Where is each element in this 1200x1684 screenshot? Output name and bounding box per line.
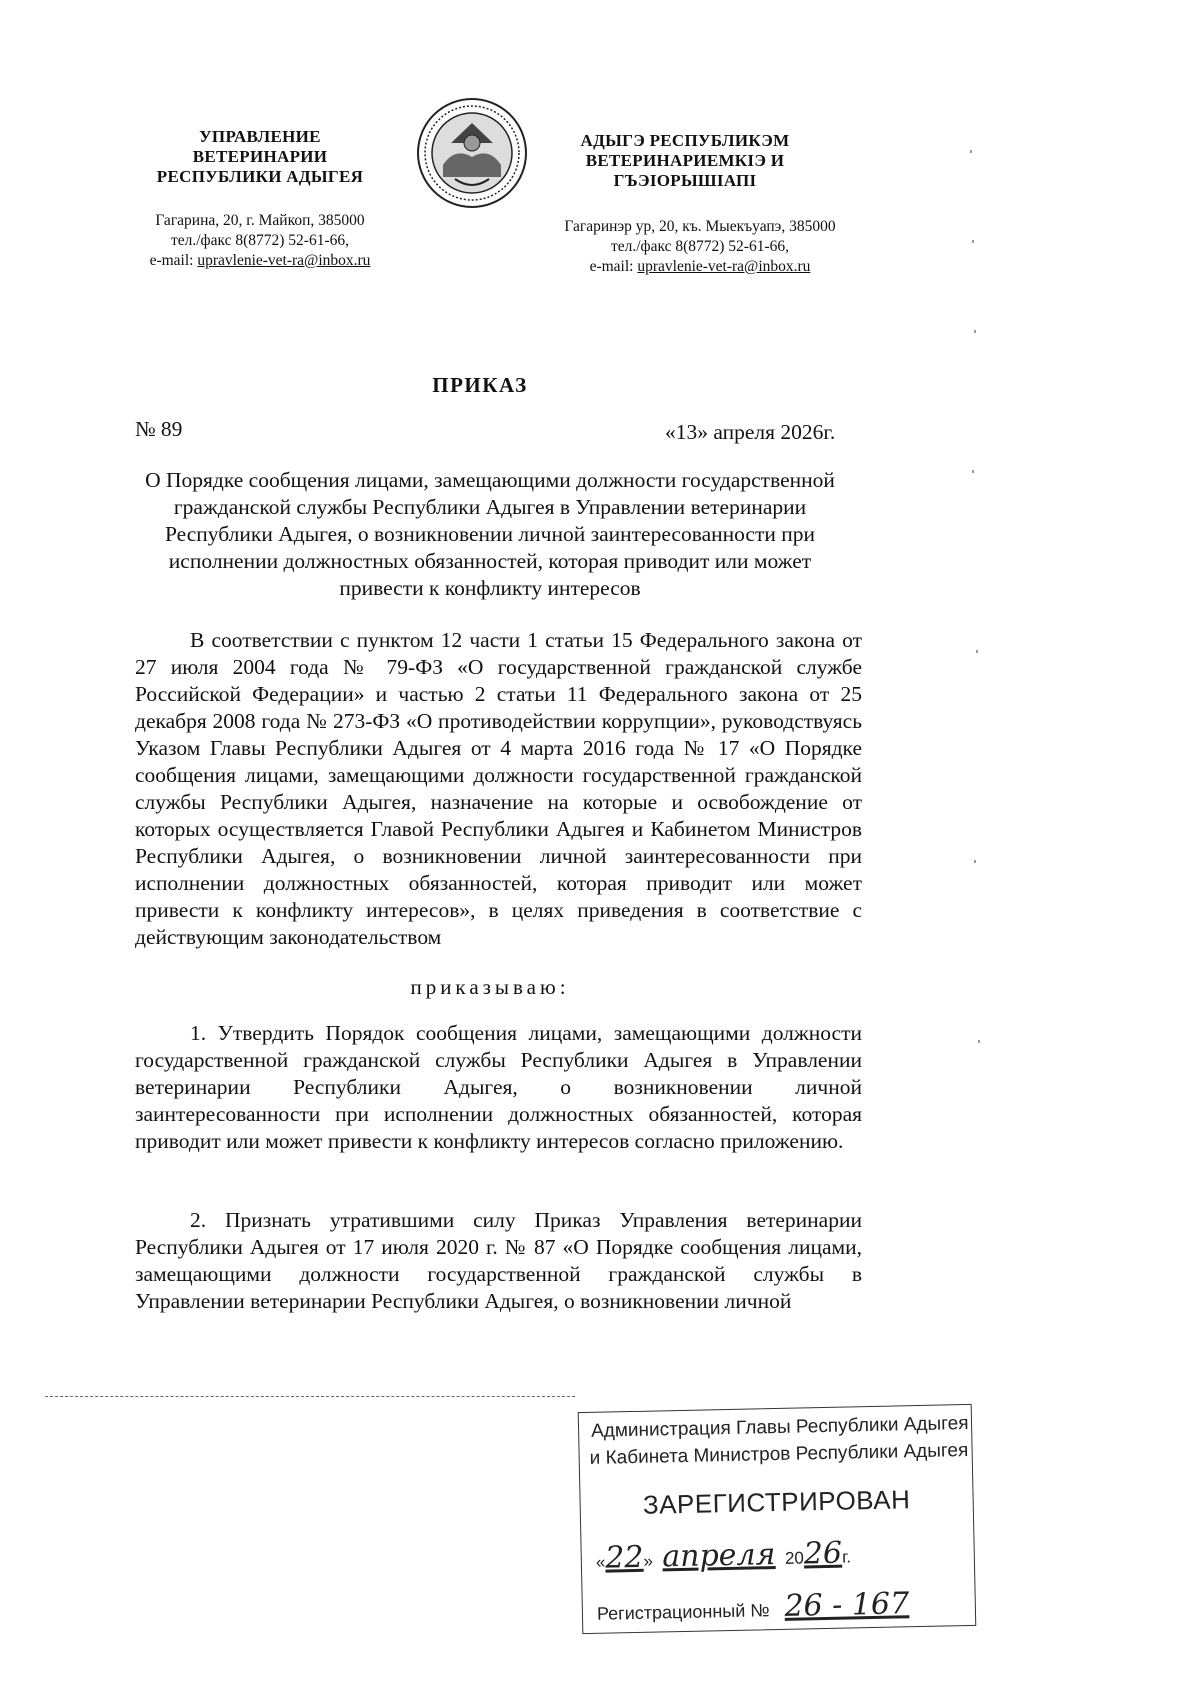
order-subject xyxy=(120,467,860,602)
email-ady-row xyxy=(550,257,850,277)
org-name-ru-line1: УПРАВЛЕНИЕ xyxy=(199,127,321,146)
coat-of-arms-emblem xyxy=(415,95,529,211)
address-ady: Гагаринэр ур, 20, къ. Мыекъуапэ, 385000 xyxy=(564,218,836,235)
email-label: e-mail: xyxy=(589,258,638,275)
org-name-ady-line3: ГЪЭIОРЫШIАПI xyxy=(613,171,757,190)
emblem-icon xyxy=(415,95,529,211)
stamp-line1: Администрация Главы Республики Адыгея xyxy=(590,1412,969,1442)
email-link-ady[interactable]: upravlenie-vet-ra@inbox.ru xyxy=(637,258,811,275)
org-name-ru-line2: ВЕТЕРИНАРИИ xyxy=(192,147,328,166)
stamp-reg-number: 26 - 167 xyxy=(784,1586,910,1624)
scan-speck xyxy=(976,650,978,653)
scan-speck xyxy=(974,860,976,863)
stamp-day: 22 xyxy=(604,1539,644,1576)
org-address-ru xyxy=(120,211,400,271)
org-name-ady xyxy=(555,131,815,191)
order-date: «13» апреля 2026г. xyxy=(665,420,836,444)
stamp-date: «22» апреля 2026г. xyxy=(595,1535,852,1576)
phone-ru: тел./факс 8(8772) 52-61-66, xyxy=(170,232,350,249)
order-item-2: 2. Признать утратившими силу Приказ Управления ветеринарии Республики Адыгея от 17 июля 2020 г. № 87 «О Порядке сообщения лицами, замещающими должности государственной гражданской службы в Управлении ветеринарии Республики Адыгея, о возникновении личной xyxy=(135,1208,862,1313)
subject-line: исполнении должностных обязанностей, которая приводит или может xyxy=(168,549,812,573)
stamp-line2: и Кабинета Министров Республики Адыгея xyxy=(589,1439,969,1469)
org-name-ru xyxy=(130,127,390,187)
stamp-status: ЗАРЕГИСТРИРОВАН xyxy=(642,1484,911,1520)
document-title: ПРИКАЗ xyxy=(432,373,528,397)
scan-speck xyxy=(972,240,974,243)
subject-line: привести к конфликту интересов xyxy=(339,576,641,600)
stamp-year-prefix: 20 xyxy=(784,1548,805,1568)
scan-speck xyxy=(972,470,974,473)
preamble-paragraph: В соответствии с пунктом 12 части 1 статьи 15 Федерального закона от 27 июля 2004 года № 79-ФЗ «О государственной гражданской службе Российской Федерации» и частью 2 статьи 11 Федерального закона от 25 декабря 2008 года № 273-ФЗ «О противодействии коррупции», руководствуясь Указом Главы Республики Адыгея от 4 марта 2016 года № 17 «О Порядке сообщения лицами, замещающими должности государственной гражданской службы Республики Адыгея, назначение на которые и освобождение от которых осуществляется Главой Республики Адыгея и Кабинетом Министров Республики Адыгея, о возникновении личной заинтересованности при исполнении должностных обязанностей, которая приводит или может привести к конфликту интересов», в целях приведения в соответствие с действующим законодательством xyxy=(135,628,862,949)
order-number: № 89 xyxy=(135,417,183,441)
scan-speck xyxy=(978,1040,980,1043)
phone-ady: тел./факс 8(8772) 52-61-66, xyxy=(610,238,790,255)
scan-speck xyxy=(974,330,976,333)
stamp-registration xyxy=(597,1586,910,1628)
scan-speck xyxy=(970,150,972,153)
org-name-ady-line1: АДЫГЭ РЕСПУБЛИКЭМ xyxy=(580,131,790,150)
registration-stamp xyxy=(578,1404,977,1634)
address-ru: Гагарина, 20, г. Майкоп, 385000 xyxy=(155,212,365,229)
email-link-ru[interactable]: upravlenie-vet-ra@inbox.ru xyxy=(197,252,371,269)
org-name-ru-line3: РЕСПУБЛИКИ АДЫГЕЯ xyxy=(156,167,364,186)
order-word: приказываю: xyxy=(410,975,570,999)
stamp-reg-label: Регистрационный № xyxy=(596,1600,770,1624)
separator-line xyxy=(45,1396,575,1397)
org-address-ady xyxy=(550,217,850,277)
subject-line: Республики Адыгея, о возникновении личной заинтересованности при xyxy=(165,522,815,546)
order-item-1: 1. Утвердить Порядок сообщения лицами, замещающими должности государственной гражданской службы Республики Адыгея в Управлении ветеринарии Республики Адыгея, о возникновении личной заинтересованности при исполнении должностных обязанностей, которая приводит или может привести к конфликту интересов согласно приложению. xyxy=(135,1021,862,1153)
stamp-month: апреля xyxy=(661,1537,776,1575)
stamp-year-suffix: 26 xyxy=(803,1535,843,1572)
email-label: e-mail: xyxy=(149,252,198,269)
org-name-ady-line2: ВЕТЕРИНАРИЕМКIЭ И xyxy=(585,151,785,170)
subject-line: гражданской службы Республики Адыгея в Управлении ветеринарии xyxy=(173,495,807,519)
email-ru-row xyxy=(120,251,400,271)
subject-line: О Порядке сообщения лицами, замещающими должности государственной xyxy=(145,468,835,492)
